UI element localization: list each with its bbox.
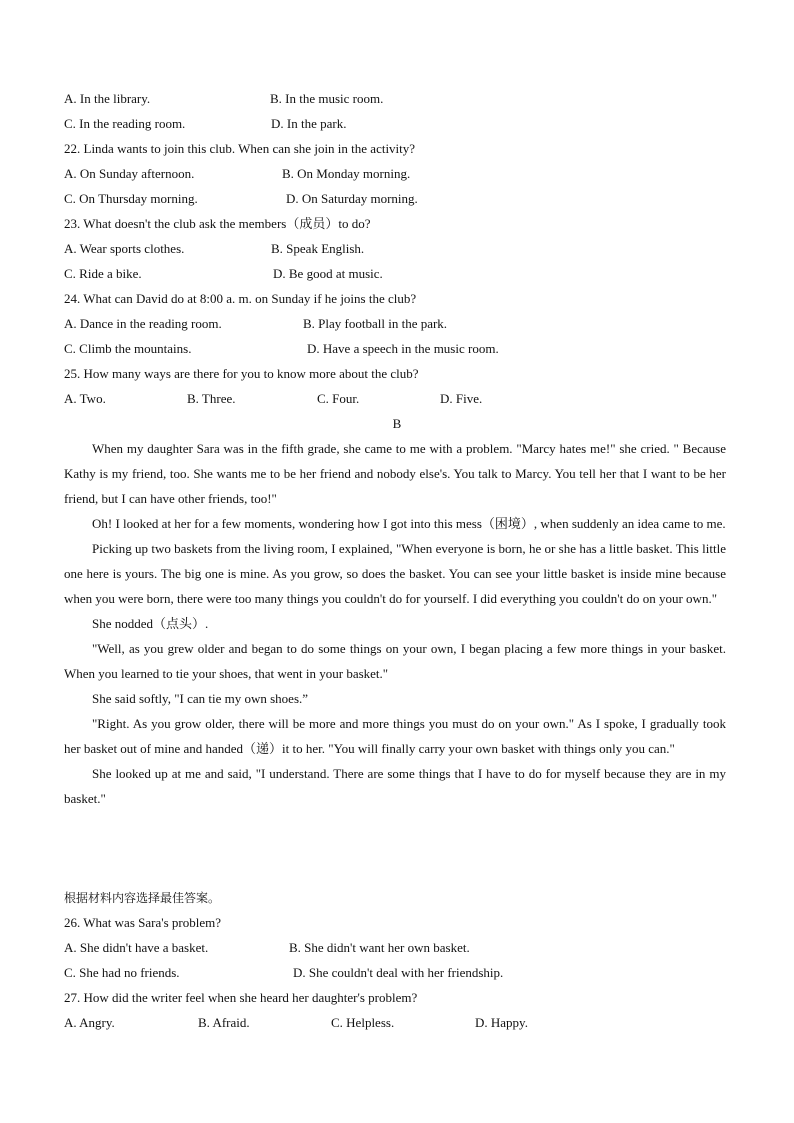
q24-option-d: D. Have a speech in the music room. <box>307 341 499 356</box>
q21-option-a: A. In the library. <box>64 91 151 106</box>
passage-paragraph-2: Oh! I looked at her for a few moments, wondering how I got into this mess（困境）, when suddenly an idea came to me. <box>92 516 726 531</box>
section-b-instruction: 根据材料内容选择最佳答案。 <box>64 891 221 905</box>
q24-option-a: A. Dance in the reading room. <box>64 316 222 331</box>
q27-option-b: B. Afraid. <box>198 1015 250 1030</box>
passage-paragraph-1: When my daughter Sara was in the fifth grade, she came to me with a problem. "Marcy hates me!" she cried. " Because Kathy is my friend, too. She wants me to be her friend and nobody else's. You talk to Marcy. You tell her that I want to be her friend, but I can have other friends, too!" <box>64 441 726 506</box>
q25-question: 25. How many ways are there for you to know more about the club? <box>64 366 419 381</box>
passage-paragraph-6: She said softly, "I can tie my own shoes.” <box>92 691 309 706</box>
passage-paragraph-8: She looked up at me and said, "I understand. There are some things that I have to do for myself because they are in my basket." <box>64 766 726 806</box>
passage-paragraph-3: Picking up two baskets from the living room, I explained, "When everyone is born, he or she has a little basket. This little one here is yours. The big one is mine. As you grow, so does the basket. You can see your little basket is inside mine because when you were born, there were too many things you couldn't do for yourself. I did everything you couldn't do on your own." <box>64 541 726 606</box>
q24-question: 24. What can David do at 8:00 a. m. on Sunday if he joins the club? <box>64 291 417 306</box>
q27-option-c: C. Helpless. <box>331 1015 395 1030</box>
q22-option-c: C. On Thursday morning. <box>64 191 198 206</box>
passage-paragraph-5: "Well, as you grew older and began to do some things on your own, I began placing a few more things in your basket. When you learned to tie your shoes, that went in your basket." <box>64 641 726 681</box>
passage-paragraph-4: She nodded（点头）. <box>92 616 209 631</box>
q25-option-d: D. Five. <box>440 391 483 406</box>
q22-option-d: D. On Saturday morning. <box>286 191 418 206</box>
q26-option-c: C. She had no friends. <box>64 965 180 980</box>
passage-b <box>64 436 726 811</box>
section-b-heading: B <box>392 416 402 431</box>
q23-option-b: B. Speak English. <box>271 241 365 256</box>
q22-option-a: A. On Sunday afternoon. <box>64 166 195 181</box>
q21-option-b: B. In the music room. <box>270 91 384 106</box>
q24-option-b: B. Play football in the park. <box>303 316 448 331</box>
q22-option-b: B. On Monday morning. <box>282 166 411 181</box>
q25-option-b: B. Three. <box>187 391 236 406</box>
q26-option-a: A. She didn't have a basket. <box>64 940 209 955</box>
q24-option-c: C. Climb the mountains. <box>64 341 192 356</box>
q27-question: 27. How did the writer feel when she heard her daughter's problem? <box>64 990 418 1005</box>
q23-option-c: C. Ride a bike. <box>64 266 142 281</box>
q22-question: 22. Linda wants to join this club. When can she join in the activity? <box>64 141 416 156</box>
q25-option-a: A. Two. <box>64 391 106 406</box>
passage-paragraph-7: "Right. As you grow older, there will be more and more things you must do on your own." As I spoke, I gradually took her basket out of mine and handed（递）it to her. "You will finally carry your own basket with things only you can." <box>64 716 726 756</box>
q23-question: 23. What doesn't the club ask the members（成员）to do? <box>64 216 371 231</box>
q21-option-c: C. In the reading room. <box>64 116 186 131</box>
q27-option-a: A. Angry. <box>64 1015 115 1030</box>
q26-question: 26. What was Sara's problem? <box>64 915 221 930</box>
q26-option-d: D. She couldn't deal with her friendship. <box>293 965 504 980</box>
q25-option-c: C. Four. <box>317 391 360 406</box>
q23-option-d: D. Be good at music. <box>273 266 383 281</box>
q27-option-d: D. Happy. <box>475 1015 528 1030</box>
q26-option-b: B. She didn't want her own basket. <box>289 940 470 955</box>
q23-option-a: A. Wear sports clothes. <box>64 241 185 256</box>
q21-option-d: D. In the park. <box>271 116 347 131</box>
